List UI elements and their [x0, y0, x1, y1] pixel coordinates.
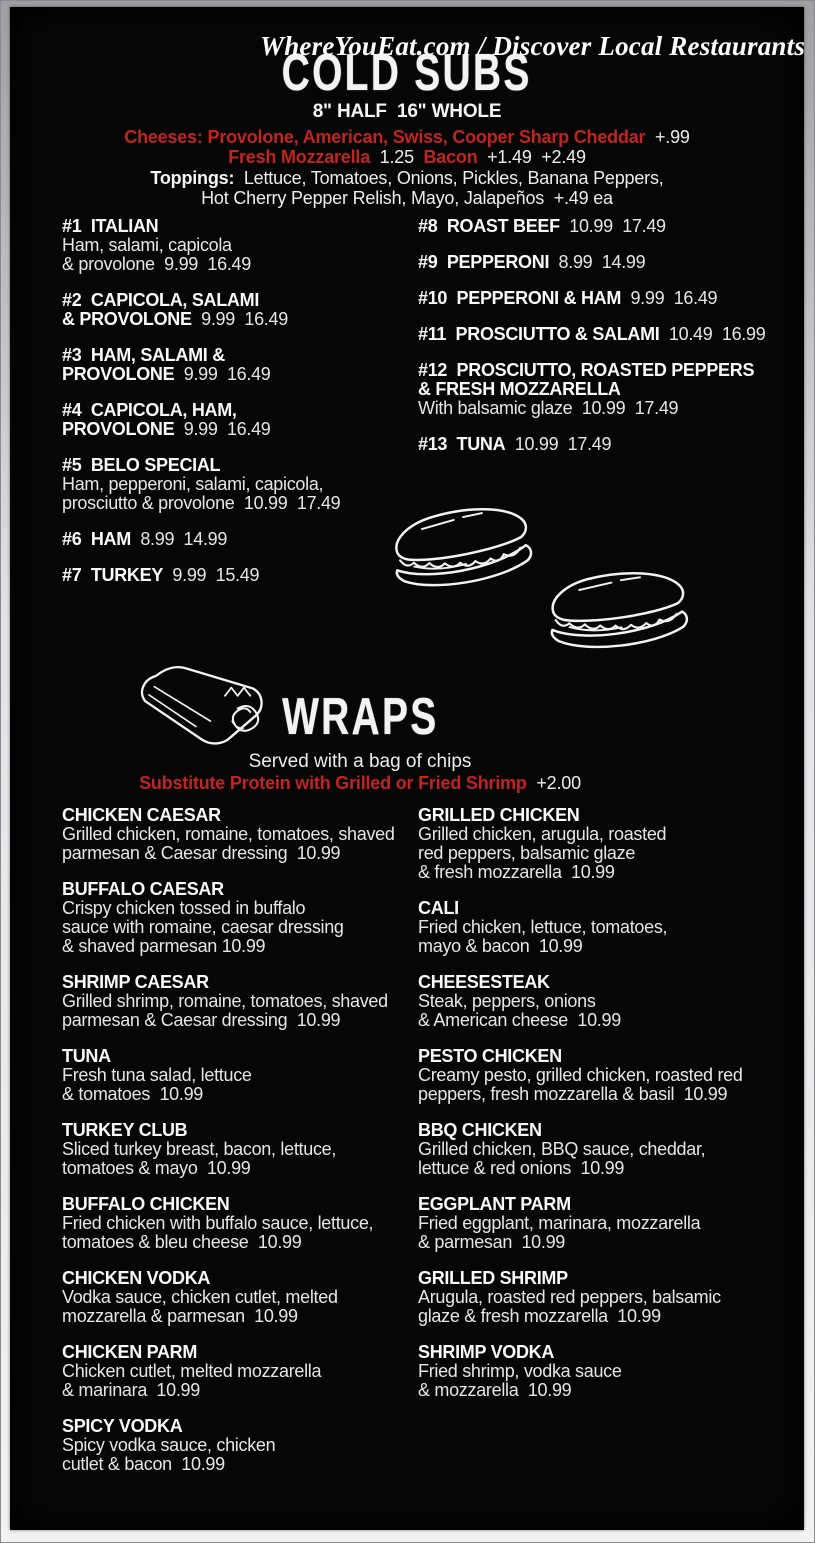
text-segment: 10.99 17.49 — [559, 216, 666, 236]
menu-item-line — [62, 825, 418, 844]
text-segment: #2 CAPICOLA, SALAMI — [62, 290, 260, 310]
menu-item-line — [62, 992, 418, 1011]
menu-item-line — [62, 217, 418, 236]
menu-item — [418, 1269, 774, 1326]
text-segment: TURKEY CLUB — [62, 1120, 188, 1140]
menu-item-line — [62, 475, 418, 494]
text-segment: PROVOLONE — [62, 419, 175, 439]
menu-item-line — [62, 346, 418, 365]
text-segment: Fried eggplant, marinara, mozzarella — [418, 1213, 701, 1233]
text-segment: cutlet & bacon 10.99 — [62, 1454, 225, 1474]
text-segment: Spicy vodka sauce, chicken — [62, 1435, 276, 1455]
menu-item-line — [418, 973, 774, 992]
text-segment: Crispy chicken tossed in buffalo — [62, 898, 306, 918]
text-segment: #12 PROSCIUTTO, ROASTED PEPPERS — [418, 360, 755, 380]
menu-item-line — [62, 973, 418, 992]
menu-item-line — [418, 1159, 774, 1178]
menu-item-line — [62, 420, 418, 439]
menu-item — [418, 1121, 774, 1178]
menu-item-line — [62, 291, 418, 310]
menu-item — [62, 530, 418, 549]
menu-item — [418, 899, 774, 956]
menu-item-line — [418, 863, 774, 882]
cheeses-line-2 — [10, 147, 804, 168]
text-segment: BBQ CHICKEN — [418, 1120, 542, 1140]
menu-item-line — [62, 401, 418, 420]
text-segment: Steak, peppers, onions — [418, 991, 596, 1011]
menu-item-line — [418, 399, 774, 418]
text-segment: & tomatoes 10.99 — [62, 1084, 203, 1104]
text-segment: #5 BELO SPECIAL — [62, 455, 221, 475]
wraps-substitute-note — [10, 773, 710, 794]
menu-item-line — [418, 1140, 774, 1159]
menu-item — [62, 1417, 418, 1474]
text-segment: 9.99 16.49 — [174, 364, 271, 384]
text-segment: & PROVOLONE — [62, 309, 192, 329]
text-segment: With balsamic glaze 10.99 17.49 — [418, 398, 679, 418]
menu-item-line — [62, 365, 418, 384]
menu-item-line — [62, 1066, 418, 1085]
wraps-header — [10, 662, 710, 794]
menu-item-line — [418, 435, 774, 454]
text-segment: Ham, pepperoni, salami, capicola, — [62, 474, 324, 494]
text-segment: glaze & fresh mozzarella 10.99 — [418, 1306, 661, 1326]
menu-item-line — [62, 1159, 418, 1178]
toppings-line-2 — [10, 188, 804, 209]
text-segment: mozzarella & parmesan 10.99 — [62, 1306, 298, 1326]
text-segment: TUNA — [62, 1046, 111, 1066]
menu-item — [418, 806, 774, 882]
menu-item — [62, 1047, 418, 1104]
text-segment: prosciutto & provolone 10.99 17.49 — [62, 493, 341, 513]
text-segment: Ham, salami, capicola — [62, 235, 232, 255]
menu-item-line — [418, 1121, 774, 1140]
text-segment: parmesan & Caesar dressing 10.99 — [62, 843, 341, 863]
menu-item-line — [62, 880, 418, 899]
toppings-line-1 — [10, 168, 804, 189]
wraps-columns — [62, 806, 774, 1491]
menu-item — [62, 1121, 418, 1178]
menu-item-line — [62, 1140, 418, 1159]
menu-item-line — [62, 456, 418, 475]
menu-item — [62, 1343, 418, 1400]
menu-item-line — [62, 530, 418, 549]
text-segment: 8.99 14.99 — [130, 529, 228, 549]
menu-item-line — [418, 1066, 774, 1085]
cold-subs-title: COLD SUBS — [282, 44, 532, 102]
menu-item-line — [418, 253, 774, 272]
menu-item-line — [418, 1288, 774, 1307]
text-segment: EGGPLANT PARM — [418, 1194, 571, 1214]
text-segment: Toppings: — [150, 167, 235, 188]
text-segment: red peppers, balsamic glaze — [418, 843, 636, 863]
menu-item-line — [62, 1214, 418, 1233]
text-segment: tomatoes & mayo 10.99 — [62, 1158, 251, 1178]
wraps-subtitle: Served with a bag of chips — [248, 751, 472, 772]
menu-item — [418, 289, 774, 308]
text-segment: CHICKEN CAESAR — [62, 805, 221, 825]
menu-item — [62, 1269, 418, 1326]
text-segment: #13 TUNA — [418, 434, 506, 454]
menu-item-line — [418, 825, 774, 844]
menu-item-line — [418, 289, 774, 308]
menu-item-line — [62, 255, 418, 274]
text-segment: CHICKEN PARM — [62, 1342, 198, 1362]
cold-subs-header — [10, 102, 804, 209]
menu-item — [418, 973, 774, 1030]
menu-item — [62, 346, 418, 384]
menu-item-line — [62, 1417, 418, 1436]
text-segment: Lettuce, Tomatoes, Onions, Pickles, Banana Peppers, — [234, 167, 664, 188]
menu-item-line — [418, 844, 774, 863]
text-segment: 9.99 15.49 — [163, 565, 260, 585]
menu-item-line — [62, 806, 418, 825]
sizes — [10, 102, 804, 123]
menu-item-line — [62, 1121, 418, 1140]
menu-item — [62, 880, 418, 956]
wraps-column-left — [62, 806, 418, 1491]
text-segment: & mozzarella 10.99 — [418, 1380, 572, 1400]
text-segment: #1 ITALIAN — [62, 216, 159, 236]
menu-item-line — [62, 310, 418, 329]
text-segment: 9.99 16.49 — [621, 288, 718, 308]
text-segment: Chicken cutlet, melted mozzarella — [62, 1361, 322, 1381]
text-segment: CHEESESTEAK — [418, 972, 550, 992]
text-segment: Fresh Mozzarella — [228, 147, 371, 167]
menu-item-line — [62, 1307, 418, 1326]
substitute-line — [10, 773, 710, 794]
menu-item-line — [418, 1085, 774, 1104]
menu-item — [62, 456, 418, 513]
menu-item-line — [418, 1381, 774, 1400]
menu-item-line — [62, 1381, 418, 1400]
text-segment: 9.99 16.49 — [191, 309, 288, 329]
text-segment: #11 PROSCIUTTO & SALAMI — [418, 324, 660, 344]
menu-item-line — [418, 899, 774, 918]
text-segment: #6 HAM — [62, 529, 131, 549]
menu-item — [62, 806, 418, 863]
text-segment: Creamy pesto, grilled chicken, roasted red — [418, 1065, 743, 1085]
text-segment: lettuce & red onions 10.99 — [418, 1158, 625, 1178]
text-segment: sauce with romaine, caesar dressing — [62, 917, 344, 937]
menu-item-line — [62, 918, 418, 937]
menu-item-line — [62, 1085, 418, 1104]
menu-item-line — [62, 899, 418, 918]
menu-item-line — [62, 1047, 418, 1066]
text-segment: Grilled chicken, arugula, roasted — [418, 824, 667, 844]
menu-item-line — [62, 566, 418, 585]
menu-page — [10, 7, 804, 1530]
text-segment: Fried shrimp, vodka sauce — [418, 1361, 622, 1381]
menu-item-line — [62, 1343, 418, 1362]
text-segment: tomatoes & bleu cheese 10.99 — [62, 1232, 302, 1252]
menu-item-line — [62, 844, 418, 863]
text-segment: +2.00 — [526, 773, 581, 793]
menu-item-line — [418, 992, 774, 1011]
menu-item-line — [418, 1195, 774, 1214]
menu-item — [418, 1343, 774, 1400]
text-segment: #10 PEPPERONI & HAM — [418, 288, 622, 308]
cheeses-line-1 — [10, 127, 804, 148]
menu-item-line — [418, 1307, 774, 1326]
text-segment: Fresh tuna salad, lettuce — [62, 1065, 252, 1085]
text-segment: Fried chicken with buffalo sauce, lettuce, — [62, 1213, 374, 1233]
menu-item-line — [418, 1047, 774, 1066]
menu-item-line — [418, 361, 774, 380]
menu-item-line — [418, 1269, 774, 1288]
text-segment: Grilled shrimp, romaine, tomatoes, shaved — [62, 991, 388, 1011]
text-segment: +1.49 +2.49 — [477, 147, 586, 167]
text-segment: SHRIMP VODKA — [418, 1342, 555, 1362]
text-segment: Bacon — [423, 147, 478, 167]
menu-item — [62, 1195, 418, 1252]
menu-item-line — [418, 918, 774, 937]
menu-item-line — [62, 937, 418, 956]
text-segment: CALI — [418, 898, 459, 918]
text-segment: CHICKEN VODKA — [62, 1268, 211, 1288]
text-segment: Grilled chicken, romaine, tomatoes, shaved — [62, 824, 395, 844]
menu-item-line — [418, 325, 774, 344]
text-segment: 8" HALF 16" WHOLE — [312, 101, 502, 122]
text-segment: #8 ROAST BEEF — [418, 216, 560, 236]
text-segment: SPICY VODKA — [62, 1416, 183, 1436]
text-segment: Arugula, roasted red peppers, balsamic — [418, 1287, 721, 1307]
text-segment: GRILLED CHICKEN — [418, 805, 580, 825]
text-segment: #4 CAPICOLA, HAM, — [62, 400, 237, 420]
menu-item — [418, 253, 774, 272]
wraps-title: WRAPS — [281, 688, 439, 746]
menu-item-line — [418, 217, 774, 236]
text-segment: mayo & bacon 10.99 — [418, 936, 583, 956]
watermark-text: WhereYouEat.com / Discover Local Restaurants — [260, 31, 806, 61]
text-segment: & American cheese 10.99 — [418, 1010, 621, 1030]
menu-item-line — [62, 1455, 418, 1474]
text-segment: #7 TURKEY — [62, 565, 164, 585]
text-segment: Substitute Protein with Grilled or Fried Shrimp — [139, 773, 527, 793]
menu-item — [62, 566, 418, 585]
menu-item — [418, 217, 774, 236]
text-segment: & shaved parmesan 10.99 — [62, 936, 266, 956]
text-segment: BUFFALO CAESAR — [62, 879, 224, 899]
menu-item — [418, 435, 774, 454]
text-segment: & fresh mozzarella 10.99 — [418, 862, 615, 882]
sub-sandwich-icon — [377, 496, 544, 608]
menu-item-line — [62, 1195, 418, 1214]
menu-item-line — [62, 1288, 418, 1307]
text-segment: parmesan & Caesar dressing 10.99 — [62, 1010, 341, 1030]
menu-item — [418, 325, 774, 344]
text-segment: 10.49 16.99 — [659, 324, 766, 344]
text-segment: #9 PEPPERONI — [418, 252, 550, 272]
menu-item — [62, 291, 418, 329]
menu-item-line — [62, 1269, 418, 1288]
text-segment: 9.99 16.49 — [174, 419, 271, 439]
text-segment: Cheeses: Provolone, American, Swiss, Cooper Sharp Cheddar — [124, 126, 646, 147]
wraps-title-row — [10, 688, 710, 746]
text-segment: Vodka sauce, chicken cutlet, melted — [62, 1287, 338, 1307]
text-segment: 8.99 14.99 — [549, 252, 646, 272]
text-segment: & parmesan 10.99 — [418, 1232, 565, 1252]
text-segment: PROVOLONE — [62, 364, 175, 384]
sub-sandwich-icon — [536, 563, 699, 667]
wraps-column-right — [418, 806, 774, 1417]
menu-item-line — [418, 1233, 774, 1252]
text-segment: & provolone 9.99 16.49 — [62, 254, 251, 274]
menu-item-line — [418, 1214, 774, 1233]
cold-subs-column-right — [418, 217, 774, 471]
text-segment: peppers, fresh mozzarella & basil 10.99 — [418, 1084, 728, 1104]
menu-item — [62, 217, 418, 274]
menu-item-line — [62, 1362, 418, 1381]
menu-item — [418, 1047, 774, 1104]
text-segment: Grilled chicken, BBQ sauce, cheddar, — [418, 1139, 706, 1159]
text-segment: SHRIMP CAESAR — [62, 972, 209, 992]
menu-item-line — [418, 1011, 774, 1030]
menu-item-line — [418, 1362, 774, 1381]
text-segment: +.99 — [645, 126, 690, 147]
text-segment: PESTO CHICKEN — [418, 1046, 562, 1066]
menu-item-line — [62, 1436, 418, 1455]
text-segment: 1.25 — [370, 147, 424, 167]
text-segment: & marinara 10.99 — [62, 1380, 200, 1400]
menu-item-line — [418, 806, 774, 825]
cold-subs-column-left — [62, 217, 418, 602]
menu-item — [418, 1195, 774, 1252]
text-segment: & FRESH MOZZARELLA — [418, 379, 621, 399]
text-segment: Hot Cherry Pepper Relish, Mayo, Jalapeños +.49 ea — [201, 188, 613, 208]
menu-item-line — [62, 1233, 418, 1252]
menu-item — [62, 973, 418, 1030]
menu-item-line — [62, 494, 418, 513]
menu-item — [418, 361, 774, 418]
menu-item — [62, 401, 418, 439]
text-segment: Fried chicken, lettuce, tomatoes, — [418, 917, 668, 937]
menu-item-line — [62, 236, 418, 255]
text-segment: BUFFALO CHICKEN — [62, 1194, 230, 1214]
text-segment: Sliced turkey breast, bacon, lettuce, — [62, 1139, 337, 1159]
text-segment: 10.99 17.49 — [505, 434, 612, 454]
text-segment: #3 HAM, SALAMI & — [62, 345, 225, 365]
menu-item-line — [62, 1011, 418, 1030]
menu-item-line — [418, 937, 774, 956]
text-segment: GRILLED SHRIMP — [418, 1268, 568, 1288]
menu-item-line — [418, 1343, 774, 1362]
menu-item-line — [418, 380, 774, 399]
